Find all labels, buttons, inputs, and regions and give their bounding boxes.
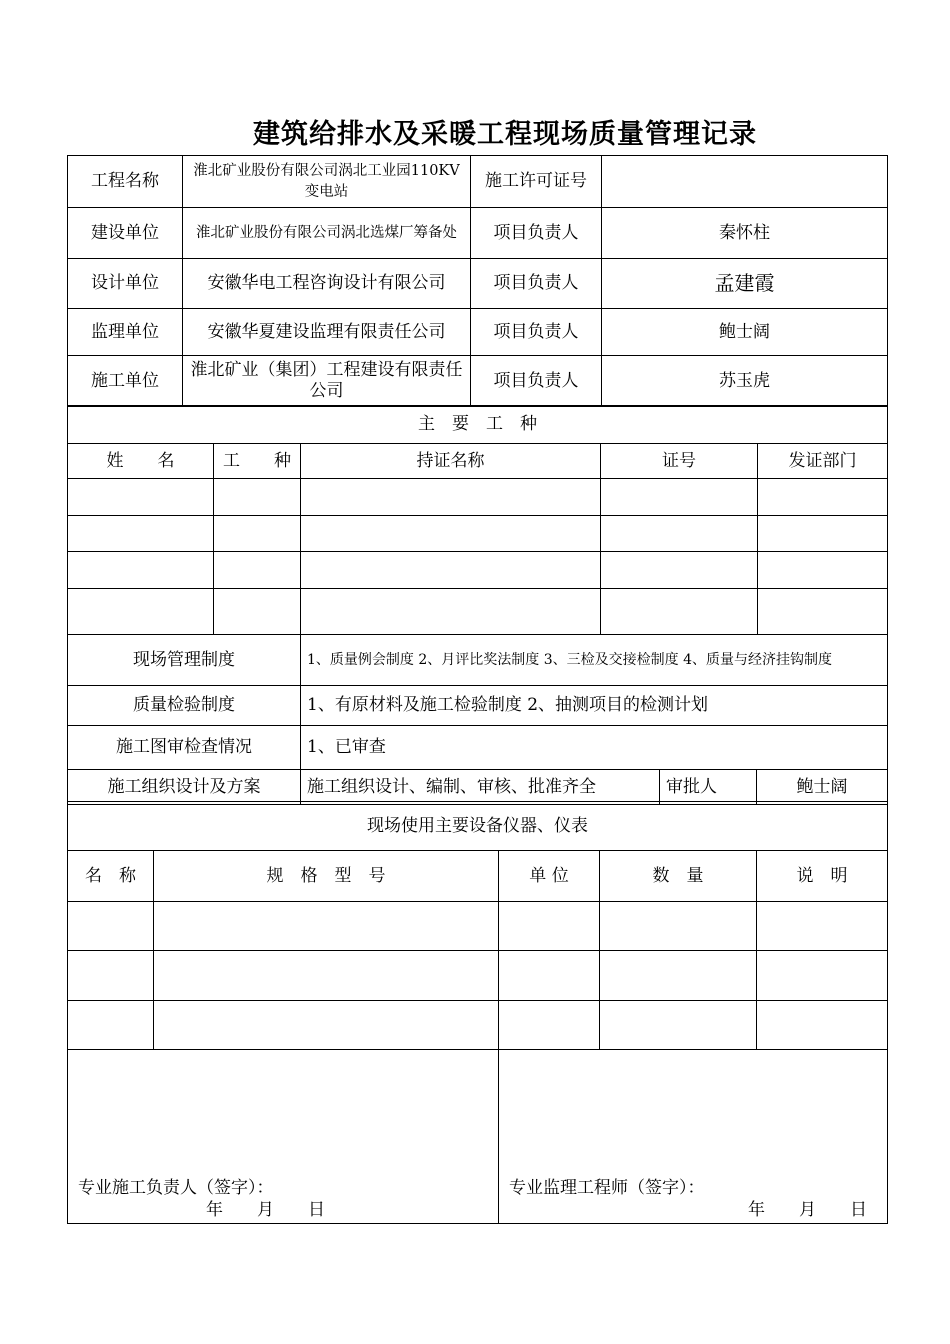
table-cell (758, 589, 888, 635)
build-unit-label: 建设单位 (68, 208, 183, 259)
table-cell (68, 951, 154, 1001)
build-unit-value: 淮北矿业股份有限公司涡北选煤厂筹备处 (183, 208, 471, 259)
approver-value: 鲍士阔 (757, 770, 888, 805)
mgmt-system-value: 1、质量例会制度 2、月评比奖法制度 3、三检及交接检制度 4、质量与经济挂钩制度 (301, 635, 888, 686)
table-cell (758, 552, 888, 589)
workers-header-issuer: 发证部门 (758, 444, 888, 479)
mgmt-system-label: 现场管理制度 (68, 635, 301, 686)
workers-header-cert: 持证名称 (301, 444, 601, 479)
table-row (68, 589, 888, 635)
table-cell (757, 951, 888, 1001)
workers-header-trade: 工 种 (214, 444, 301, 479)
table-cell (601, 589, 758, 635)
table-cell (758, 479, 888, 516)
table-cell (601, 516, 758, 552)
table-cell (68, 902, 154, 951)
table-cell (499, 902, 600, 951)
table-cell (214, 589, 301, 635)
equipment-section-title: 现场使用主要设备仪器、仪表 (68, 802, 888, 851)
table-cell (154, 902, 499, 951)
supervision-signature-date: 年 月 日 (748, 1200, 868, 1220)
table-cell (301, 589, 601, 635)
design-unit-label: 设计单位 (68, 259, 183, 309)
table-row (68, 479, 888, 516)
page-title: 建筑给排水及采暖工程现场质量管理记录 (253, 119, 757, 150)
equipment-header-name: 名 称 (68, 851, 154, 902)
supervision-unit-value: 安徽华夏建设监理有限责任公司 (183, 309, 471, 356)
construction-leader-value: 苏玉虎 (602, 356, 888, 407)
table-cell (757, 1001, 888, 1050)
table-cell (154, 951, 499, 1001)
plan-label: 施工组织设计及方案 (68, 770, 301, 805)
design-leader-label: 项目负责人 (471, 259, 602, 309)
supervision-signature-box (499, 1050, 888, 1224)
inspect-system-label: 质量检验制度 (68, 686, 301, 726)
table-cell (600, 902, 757, 951)
project-name-value: 淮北矿业股份有限公司涡北工业园110KV变电站 (183, 156, 471, 208)
construction-signature-date: 年 月 日 (206, 1200, 325, 1220)
table-cell (68, 1001, 154, 1050)
supervision-signature-label: 专业监理工程师（签字）： (509, 1178, 705, 1198)
table-cell (601, 552, 758, 589)
table-row (68, 951, 888, 1001)
table-cell (214, 479, 301, 516)
project-name-label: 工程名称 (68, 156, 183, 208)
table-cell (499, 951, 600, 1001)
table-cell (601, 479, 758, 516)
design-unit-value: 安徽华电工程咨询设计有限公司 (183, 259, 471, 309)
construction-unit-label: 施工单位 (68, 356, 183, 407)
table-row (68, 516, 888, 552)
table-row (68, 902, 888, 951)
construction-unit-value: 淮北矿业（集团）工程建设有限责任公司 (183, 356, 471, 407)
table-cell (214, 552, 301, 589)
project-info-table (67, 155, 888, 407)
drawing-review-label: 施工图审检查情况 (68, 726, 301, 770)
table-cell (600, 951, 757, 1001)
table-cell (301, 552, 601, 589)
build-leader-value: 秦怀柱 (602, 208, 888, 259)
equipment-table (67, 801, 888, 1224)
approver-label: 审批人 (660, 770, 757, 805)
table-row (68, 1001, 888, 1050)
equipment-header-spec: 规 格 型 号 (154, 851, 499, 902)
table-row (68, 552, 888, 589)
table-cell (68, 516, 214, 552)
equipment-header-unit: 单 位 (499, 851, 600, 902)
table-cell (154, 1001, 499, 1050)
workers-section-title: 主 要 工 种 (68, 406, 888, 444)
supervision-leader-label: 项目负责人 (471, 309, 602, 356)
table-cell (214, 516, 301, 552)
supervision-unit-label: 监理单位 (68, 309, 183, 356)
table-cell (301, 516, 601, 552)
construction-signature-label: 专业施工负责人（签字）： (78, 1178, 274, 1198)
table-cell (757, 902, 888, 951)
plan-value: 施工组织设计、编制、审核、批准齐全 (301, 770, 660, 805)
drawing-review-value: 1、已审查 (301, 726, 888, 770)
table-cell (68, 552, 214, 589)
inspect-system-value: 1、有原材料及施工检验制度 2、抽测项目的检测计划 (301, 686, 888, 726)
equipment-header-note: 说 明 (757, 851, 888, 902)
design-leader-value: 孟建霞 (602, 259, 888, 309)
table-cell (68, 589, 214, 635)
permit-label: 施工许可证号 (471, 156, 602, 208)
workers-table (67, 405, 888, 635)
table-cell (68, 479, 214, 516)
equipment-header-qty: 数 量 (600, 851, 757, 902)
table-cell (499, 1001, 600, 1050)
table-cell (301, 479, 601, 516)
construction-leader-label: 项目负责人 (471, 356, 602, 407)
table-cell (600, 1001, 757, 1050)
build-leader-label: 项目负责人 (471, 208, 602, 259)
permit-value (602, 156, 888, 208)
workers-header-name: 姓 名 (68, 444, 214, 479)
workers-header-certno: 证号 (601, 444, 758, 479)
systems-table (67, 634, 888, 805)
construction-signature-box (68, 1050, 499, 1224)
supervision-leader-value: 鲍士阔 (602, 309, 888, 356)
table-cell (758, 516, 888, 552)
